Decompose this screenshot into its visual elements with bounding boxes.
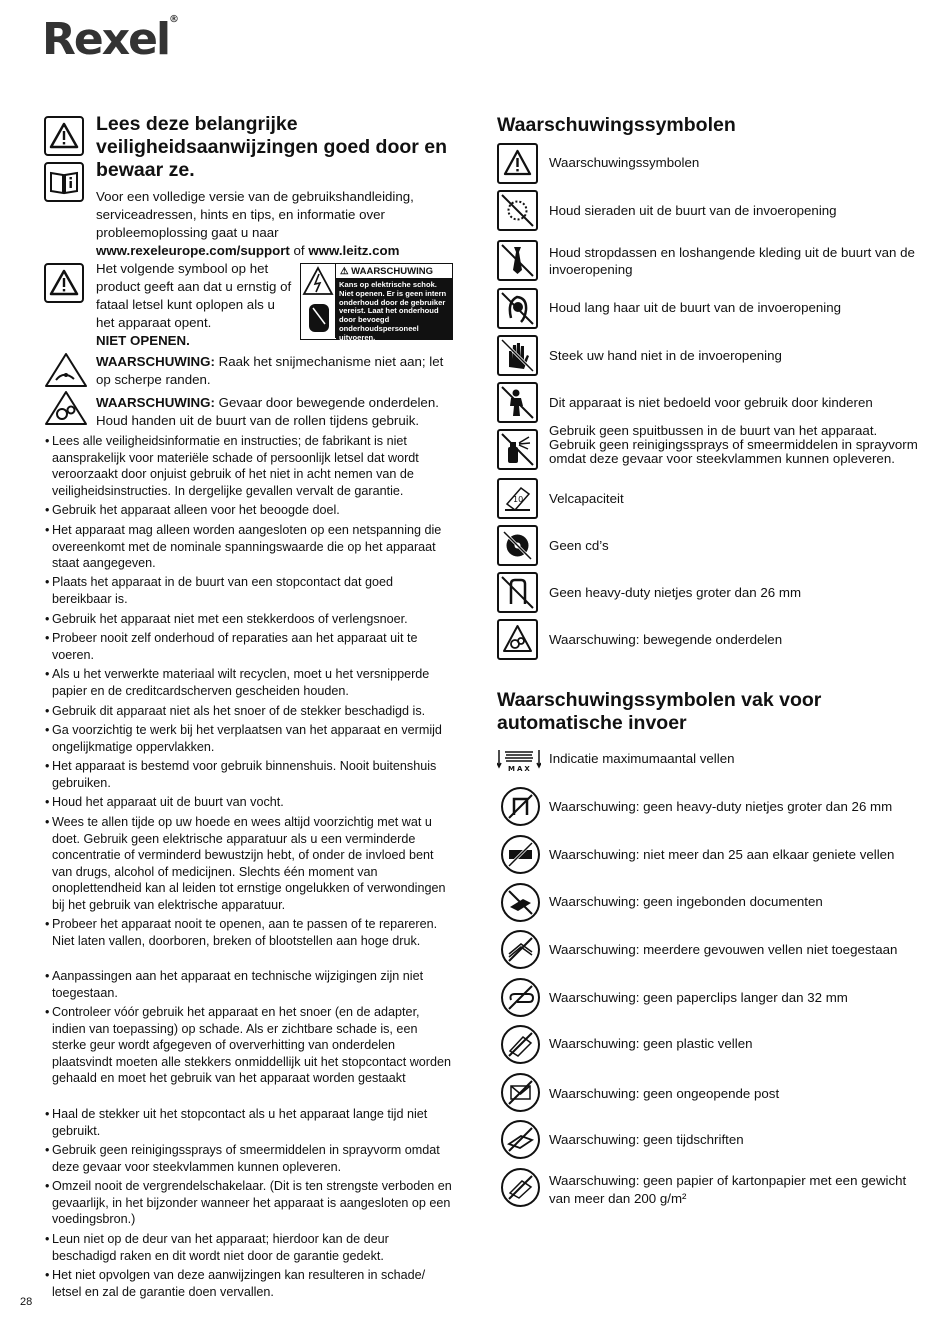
bullet-item: • Gebruik het apparaat niet met een stekkerdoos of verlengsnoer. xyxy=(45,611,455,628)
no-heavy-staples-circle-icon xyxy=(501,787,540,826)
support-link[interactable]: www.rexeleurope.com/support xyxy=(96,243,290,258)
sharp-edges-icon xyxy=(44,352,88,388)
no-hand-icon xyxy=(497,335,538,376)
no-tie-icon xyxy=(497,240,538,281)
bullet-item: • Lees alle veiligheidsinformatie en instructies; de fabrikant is niet aansprakelijk voor materiële schade of persoonlijk letsel dat wordt veroorzaakt door onjuist gebruik of het niet in acht nemen van de veiligheidsinstructies. In dergelijke gevallen vervalt de garantie. xyxy=(45,433,455,499)
warning-moving-parts: WAARSCHUWING: Gevaar door bewegende onderdelen. Houd handen uit de buurt van de rollen tijdens gebruik. xyxy=(96,395,439,428)
warning-label-header: ⚠ WAARSCHUWING xyxy=(336,264,452,279)
symbol-label: Steek uw hand niet in de invoeropening xyxy=(549,348,782,363)
symbol-label: Gebruik geen spuitbussen in de buurt van het apparaat. Gebruik geen reinigingssprays of smeermiddelen in sprayvorm omdat deze gevaar voor steekvlammen kunnen opleveren. xyxy=(549,423,918,466)
symbol-label: Dit apparaat is niet bedoeld voor gebruik door kinderen xyxy=(549,395,873,410)
no-folded-sheets-icon xyxy=(501,930,540,969)
warning-symbols-heading: Waarschuwingssymbolen xyxy=(497,114,736,136)
symbol-label: Houd stropdassen en loshangende kleding uit de buurt van de invoeropening xyxy=(549,245,915,277)
bullet-item: • Houd het apparaat uit de buurt van vocht. xyxy=(45,794,455,811)
svg-text:10: 10 xyxy=(513,495,524,504)
max-label: MAX xyxy=(508,765,532,772)
rexel-logo: Rexel® xyxy=(42,14,180,65)
symbol-label: Houd sieraden uit de buurt van de invoeropening xyxy=(549,203,837,218)
bullet-item: • Gebruik het apparaat alleen voor het beoogde doel. xyxy=(45,502,455,519)
no-envelopes-icon xyxy=(501,1073,540,1112)
max-sheets-icon xyxy=(497,748,541,772)
warning-triangle-icon xyxy=(44,116,84,156)
no-spray-icon xyxy=(497,429,538,470)
bullet-item: • Leun niet op de deur van het apparaat; hierdoor kan de deur beschadigd raken en dit wordt niet door de garantie gedekt. xyxy=(45,1231,455,1264)
symbol-label: Waarschuwing: meerdere gevouwen vellen niet toegestaan xyxy=(549,942,898,957)
moving-parts-icon xyxy=(497,619,538,660)
bullet-item: • Ga voorzichtig te werk bij het verplaatsen van het apparaat en vermijd ongelijkmatige oppervlakken. xyxy=(45,722,455,755)
bullet-item: • Als u het verwerkte materiaal wilt recyclen, moet u het versnipperde papier en de creditcardscherven gescheiden houden. xyxy=(45,666,455,699)
symbol-label: Geen cd’s xyxy=(549,538,609,553)
symbol-label: Waarschuwing: geen tijdschriften xyxy=(549,1132,744,1147)
leitz-link[interactable]: www.leitz.com xyxy=(308,243,400,258)
safety-heading: Lees deze belangrijke veiligheidsaanwijzingen goed door en bewaar ze. xyxy=(96,113,448,181)
bullet-item: • Plaats het apparaat in de buurt van een stopcontact dat goed bereikbaar is. xyxy=(45,574,455,607)
electric-shock-warning-label xyxy=(300,263,453,340)
shock-hand-icon xyxy=(301,264,336,338)
bullet-item: • Omzeil nooit de vergrendelschakelaar. (Dit is ten strengste verboden en gevaarlijk, in het bijzonder wanneer het apparaat is aangesloten op een voedingsbron.) xyxy=(45,1178,455,1228)
warning-cutting: WAARSCHUWING: Raak het snijmechanisme niet aan; let op scherpe randen. xyxy=(96,354,444,387)
sheet-capacity-icon xyxy=(497,478,538,519)
bullet-item: • Het niet opvolgen van deze aanwijzingen kan resulteren in schade/ letsel en zal de garantie doen vervallen. xyxy=(45,1267,455,1300)
intro-text: Voor een volledige versie van de gebruikshandleiding, serviceadressen, hints en tips, en informatie over probleemoplossing gaat u naar www.rexeleurope.com/support of www.leitz.com xyxy=(96,189,414,258)
no-cd-icon xyxy=(497,525,538,566)
symbol-label: Velcapaciteit xyxy=(549,491,624,506)
bullet-item: • Controleer vóór gebruik het apparaat en het snoer (en de adapter, indien van toepassing) op schade. Als er zichtbare schade is, een sterke geur wordt afgegeven of oververhitting van onderdelen plaatsvindt moeten alle stekkers onmiddellijk uit het stopcontact worden gehaald en moet het gebruik van het apparaat worden gestaakt xyxy=(45,1004,455,1087)
bullet-item: • Probeer het apparaat nooit te openen, aan te passen of te repareren. Niet laten vallen, doorboren, breken of blootstellen aan hoge druk. xyxy=(45,916,455,949)
symbol-label: Waarschuwing: bewegende onderdelen xyxy=(549,632,783,647)
no-heavy-staples-icon xyxy=(497,572,538,613)
page-number: 28 xyxy=(20,1296,33,1308)
symbol-label: Waarschuwing: geen papier of kartonpapier met een gewicht van meer dan 200 g/m² xyxy=(549,1173,907,1206)
no-paperclips-icon xyxy=(501,978,540,1017)
no-bound-documents-icon xyxy=(501,883,540,922)
symbol-label: Waarschuwing: geen plastic vellen xyxy=(549,1036,753,1051)
manual-book-icon xyxy=(44,162,84,202)
no-jewelry-icon xyxy=(497,190,538,231)
symbol-explanation: Het volgende symbool op het product geeft aan dat u ernstig of fataal letsel kunt oplopen als u het apparaat opent. NIET OPENEN. xyxy=(96,261,292,348)
symbol-label: Waarschuwing: geen ingebonden documenten xyxy=(549,894,823,909)
no-magazines-icon xyxy=(501,1120,540,1159)
bullet-item: • Haal de stekker uit het stopcontact als u het apparaat lange tijd niet gebruikt. xyxy=(45,1106,455,1139)
symbol-label: Waarschuwing: geen ongeopende post xyxy=(549,1086,780,1101)
bullet-item: • Het apparaat mag alleen worden aangesloten op een netspanning die overeenkomt met de nominale spanningswaarde die op het apparaat staat aangegeven. xyxy=(45,522,455,572)
moving-parts-icon xyxy=(44,390,88,426)
symbol-label: Waarschuwing: geen paperclips langer dan 32 mm xyxy=(549,990,848,1005)
bullet-item: • Aanpassingen aan het apparaat en technische wijzigingen zijn niet toegestaan. xyxy=(45,968,455,1001)
bullet-item: • Gebruik geen reinigingssprays of smeermiddelen in sprayvorm omdat deze gevaar voor steekvlammen kunnen opleveren. xyxy=(45,1142,455,1175)
warning-triangle-icon xyxy=(497,143,538,184)
no-stapled-stack-icon xyxy=(501,835,540,874)
symbol-label: Houd lang haar uit de buurt van de invoeropening xyxy=(549,300,842,315)
auto-feed-heading: Waarschuwingssymbolen vak voor automatische invoer xyxy=(497,689,822,734)
bullet-item: • Het apparaat is bestemd voor gebruik binnenshuis. Nooit buitenshuis gebruiken. xyxy=(45,758,455,791)
no-plastic-icon xyxy=(501,1025,540,1064)
symbol-label: Waarschuwing: niet meer dan 25 aan elkaar geniete vellen xyxy=(549,847,895,862)
symbol-label: Geen heavy-duty nietjes groter dan 26 mm xyxy=(549,585,802,600)
symbol-label: Waarschuwingssymbolen xyxy=(549,155,700,170)
bullet-item: • Wees te allen tijde op uw hoede en wees altijd voorzichtig met wat u doet. Gebruik geen elektrische apparatuur als u een verminderde concentratie of verminderd bewustzijn hebt, of onder de invloed bent van drugs, alcohol of medicijnen. Slechts één moment van onoplettendheid kan al leiden tot ernstige ongelukken of verwondingen bij het gebruik van elektrische apparatuur. xyxy=(45,814,455,913)
bullet-item: • Gebruik dit apparaat niet als het snoer of de stekker beschadigd is. xyxy=(45,703,455,720)
bullet-item: • Probeer nooit zelf onderhoud of reparaties aan het apparaat uit te voeren. xyxy=(45,630,455,663)
warning-label-body: Kans op elektrische schok. Niet openen. Er is geen intern onderhoud door de gebruiker vereist. Laat het onderhoud door bevoegd onderhoudspersoneel uitvoeren. xyxy=(336,279,452,339)
warning-triangle-icon xyxy=(44,263,84,303)
no-children-icon xyxy=(497,382,538,423)
no-heavy-paper-icon xyxy=(501,1168,540,1207)
symbol-label: Waarschuwing: geen heavy-duty nietjes groter dan 26 mm xyxy=(549,799,893,814)
no-long-hair-icon xyxy=(497,288,538,329)
symbol-label: Indicatie maximumaantal vellen xyxy=(549,751,735,766)
